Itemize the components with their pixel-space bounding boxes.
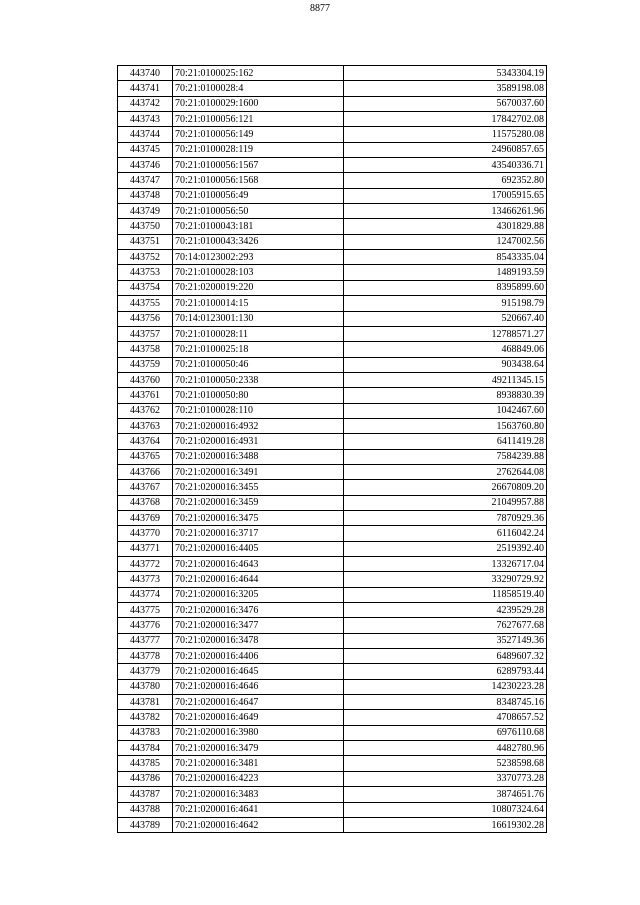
cadastral-number-cell: 70:21:0200016:4645 <box>173 664 344 679</box>
row-number-cell: 443749 <box>118 204 173 219</box>
cadastral-number-cell: 70:21:0200016:3980 <box>173 725 344 740</box>
value-cell: 5670037.60 <box>344 96 547 111</box>
registry-table <box>117 65 547 833</box>
value-cell: 2762644.08 <box>344 464 547 479</box>
table-row <box>118 372 547 387</box>
table-row <box>118 664 547 679</box>
cadastral-number-cell: 70:21:0200016:4647 <box>173 695 344 710</box>
row-number-cell: 443788 <box>118 802 173 817</box>
cadastral-number-cell: 70:21:0100025:18 <box>173 342 344 357</box>
row-number-cell: 443750 <box>118 219 173 234</box>
value-cell: 4301829.88 <box>344 219 547 234</box>
table-row <box>118 633 547 648</box>
table-row <box>118 112 547 127</box>
row-number-cell: 443747 <box>118 173 173 188</box>
value-cell: 692352.80 <box>344 173 547 188</box>
value-cell: 6116042.24 <box>344 526 547 541</box>
row-number-cell: 443756 <box>118 311 173 326</box>
value-cell: 6976110.68 <box>344 725 547 740</box>
cadastral-number-cell: 70:21:0200016:3459 <box>173 495 344 510</box>
row-number-cell: 443779 <box>118 664 173 679</box>
value-cell: 8395899.60 <box>344 280 547 295</box>
value-cell: 7870929.36 <box>344 510 547 525</box>
row-number-cell: 443743 <box>118 112 173 127</box>
table-row <box>118 142 547 157</box>
row-number-cell: 443746 <box>118 158 173 173</box>
value-cell: 4482780.96 <box>344 741 547 756</box>
value-cell: 6489607.32 <box>344 649 547 664</box>
cadastral-number-cell: 70:21:0100056:49 <box>173 188 344 203</box>
cadastral-number-cell: 70:21:0100043:181 <box>173 219 344 234</box>
value-cell: 33290729.92 <box>344 572 547 587</box>
table-row <box>118 449 547 464</box>
row-number-cell: 443773 <box>118 572 173 587</box>
cadastral-number-cell: 70:21:0200016:4644 <box>173 572 344 587</box>
cadastral-number-cell: 70:21:0100028:110 <box>173 403 344 418</box>
table-row <box>118 204 547 219</box>
cadastral-number-cell: 70:21:0100050:80 <box>173 388 344 403</box>
value-cell: 5238598.68 <box>344 756 547 771</box>
table-row <box>118 357 547 372</box>
cadastral-number-cell: 70:21:0200016:3477 <box>173 618 344 633</box>
table-row <box>118 725 547 740</box>
table-row <box>118 96 547 111</box>
value-cell: 16619302.28 <box>344 817 547 832</box>
row-number-cell: 443766 <box>118 464 173 479</box>
value-cell: 7627677.68 <box>344 618 547 633</box>
value-cell: 2519392.40 <box>344 541 547 556</box>
row-number-cell: 443780 <box>118 679 173 694</box>
table-row <box>118 418 547 433</box>
row-number-cell: 443765 <box>118 449 173 464</box>
value-cell: 24960857.65 <box>344 142 547 157</box>
value-cell: 13326717.04 <box>344 557 547 572</box>
row-number-cell: 443772 <box>118 557 173 572</box>
row-number-cell: 443782 <box>118 710 173 725</box>
row-number-cell: 443777 <box>118 633 173 648</box>
table-row <box>118 219 547 234</box>
row-number-cell: 443752 <box>118 250 173 265</box>
cadastral-number-cell: 70:21:0200016:4931 <box>173 434 344 449</box>
table-row <box>118 342 547 357</box>
value-cell: 4708657.52 <box>344 710 547 725</box>
value-cell: 17005915.65 <box>344 188 547 203</box>
table-row <box>118 649 547 664</box>
table-row <box>118 741 547 756</box>
table-row <box>118 173 547 188</box>
table-row <box>118 250 547 265</box>
cadastral-number-cell: 70:21:0200016:3481 <box>173 756 344 771</box>
row-number-cell: 443786 <box>118 771 173 786</box>
cadastral-number-cell: 70:21:0200019:220 <box>173 280 344 295</box>
cadastral-number-cell: 70:21:0200016:3717 <box>173 526 344 541</box>
table-row <box>118 280 547 295</box>
value-cell: 3370773.28 <box>344 771 547 786</box>
registry-table-body <box>118 66 547 833</box>
value-cell: 1247002.56 <box>344 234 547 249</box>
cadastral-number-cell: 70:21:0200016:4932 <box>173 418 344 433</box>
value-cell: 7584239.88 <box>344 449 547 464</box>
row-number-cell: 443776 <box>118 618 173 633</box>
table-row <box>118 311 547 326</box>
cadastral-number-cell: 70:21:0200016:3476 <box>173 603 344 618</box>
value-cell: 468849.06 <box>344 342 547 357</box>
row-number-cell: 443761 <box>118 388 173 403</box>
table-row <box>118 434 547 449</box>
table-row <box>118 464 547 479</box>
cadastral-number-cell: 70:21:0200016:4642 <box>173 817 344 832</box>
row-number-cell: 443778 <box>118 649 173 664</box>
cadastral-number-cell: 70:21:0200016:3478 <box>173 633 344 648</box>
cadastral-number-cell: 70:21:0200016:4649 <box>173 710 344 725</box>
value-cell: 1489193.59 <box>344 265 547 280</box>
table-row <box>118 787 547 802</box>
value-cell: 4239529.28 <box>344 603 547 618</box>
cadastral-number-cell: 70:21:0100056:149 <box>173 127 344 142</box>
value-cell: 21049957.88 <box>344 495 547 510</box>
value-cell: 14230223.28 <box>344 679 547 694</box>
row-number-cell: 443771 <box>118 541 173 556</box>
table-row <box>118 66 547 81</box>
cadastral-number-cell: 70:21:0200016:4223 <box>173 771 344 786</box>
row-number-cell: 443775 <box>118 603 173 618</box>
table-row <box>118 81 547 96</box>
cadastral-number-cell: 70:21:0200016:3483 <box>173 787 344 802</box>
table-row <box>118 403 547 418</box>
value-cell: 12788571.27 <box>344 326 547 341</box>
value-cell: 3874651.76 <box>344 787 547 802</box>
cadastral-number-cell: 70:21:0200016:4405 <box>173 541 344 556</box>
value-cell: 43540336.71 <box>344 158 547 173</box>
row-number-cell: 443741 <box>118 81 173 96</box>
cadastral-number-cell: 70:21:0100056:121 <box>173 112 344 127</box>
value-cell: 1042467.60 <box>344 403 547 418</box>
cadastral-number-cell: 70:21:0200016:3488 <box>173 449 344 464</box>
value-cell: 8348745.16 <box>344 695 547 710</box>
value-cell: 17842702.08 <box>344 112 547 127</box>
cadastral-number-cell: 70:21:0100056:1567 <box>173 158 344 173</box>
cadastral-number-cell: 70:21:0200016:4643 <box>173 557 344 572</box>
cadastral-number-cell: 70:21:0200016:4646 <box>173 679 344 694</box>
value-cell: 903438.64 <box>344 357 547 372</box>
row-number-cell: 443769 <box>118 510 173 525</box>
value-cell: 26670809.20 <box>344 480 547 495</box>
row-number-cell: 443745 <box>118 142 173 157</box>
cadastral-number-cell: 70:21:0200016:3475 <box>173 510 344 525</box>
cadastral-number-cell: 70:21:0100025:162 <box>173 66 344 81</box>
table-row <box>118 557 547 572</box>
table-row <box>118 296 547 311</box>
row-number-cell: 443768 <box>118 495 173 510</box>
value-cell: 10807324.64 <box>344 802 547 817</box>
cadastral-number-cell: 70:21:0100056:50 <box>173 204 344 219</box>
value-cell: 5343304.19 <box>344 66 547 81</box>
cadastral-number-cell: 70:14:0123001:130 <box>173 311 344 326</box>
table-row <box>118 618 547 633</box>
row-number-cell: 443770 <box>118 526 173 541</box>
row-number-cell: 443785 <box>118 756 173 771</box>
table-row <box>118 679 547 694</box>
table-row <box>118 510 547 525</box>
cadastral-number-cell: 70:21:0100028:11 <box>173 326 344 341</box>
row-number-cell: 443767 <box>118 480 173 495</box>
row-number-cell: 443774 <box>118 587 173 602</box>
cadastral-number-cell: 70:21:0200016:3491 <box>173 464 344 479</box>
value-cell: 915198.79 <box>344 296 547 311</box>
value-cell: 520667.40 <box>344 311 547 326</box>
value-cell: 11575280.08 <box>344 127 547 142</box>
table-row <box>118 188 547 203</box>
row-number-cell: 443760 <box>118 372 173 387</box>
row-number-cell: 443764 <box>118 434 173 449</box>
table-row <box>118 265 547 280</box>
value-cell: 8543335.04 <box>344 250 547 265</box>
value-cell: 1563760.80 <box>344 418 547 433</box>
page-number: 8877 <box>310 3 330 14</box>
table-row <box>118 495 547 510</box>
cadastral-number-cell: 70:21:0100028:119 <box>173 142 344 157</box>
table-row <box>118 127 547 142</box>
value-cell: 6289793.44 <box>344 664 547 679</box>
value-cell: 3527149.36 <box>344 633 547 648</box>
row-number-cell: 443748 <box>118 188 173 203</box>
table-row <box>118 480 547 495</box>
cadastral-number-cell: 70:21:0200016:3479 <box>173 741 344 756</box>
row-number-cell: 443763 <box>118 418 173 433</box>
table-row <box>118 695 547 710</box>
row-number-cell: 443754 <box>118 280 173 295</box>
table-row <box>118 572 547 587</box>
row-number-cell: 443783 <box>118 725 173 740</box>
cadastral-number-cell: 70:21:0200016:3455 <box>173 480 344 495</box>
cadastral-number-cell: 70:21:0200016:4406 <box>173 649 344 664</box>
row-number-cell: 443758 <box>118 342 173 357</box>
table-row <box>118 802 547 817</box>
table-row <box>118 756 547 771</box>
cadastral-number-cell: 70:21:0100014:15 <box>173 296 344 311</box>
row-number-cell: 443781 <box>118 695 173 710</box>
row-number-cell: 443789 <box>118 817 173 832</box>
row-number-cell: 443751 <box>118 234 173 249</box>
value-cell: 3589198.08 <box>344 81 547 96</box>
table-row <box>118 541 547 556</box>
cadastral-number-cell: 70:21:0100050:46 <box>173 357 344 372</box>
table-row <box>118 158 547 173</box>
table-row <box>118 388 547 403</box>
row-number-cell: 443742 <box>118 96 173 111</box>
table-row <box>118 526 547 541</box>
table-row <box>118 817 547 832</box>
table-row <box>118 771 547 786</box>
cadastral-number-cell: 70:21:0100029:1600 <box>173 96 344 111</box>
cadastral-number-cell: 70:21:0100056:1568 <box>173 173 344 188</box>
table-row <box>118 326 547 341</box>
row-number-cell: 443759 <box>118 357 173 372</box>
cadastral-number-cell: 70:21:0200016:4641 <box>173 802 344 817</box>
row-number-cell: 443784 <box>118 741 173 756</box>
row-number-cell: 443753 <box>118 265 173 280</box>
cadastral-number-cell: 70:21:0100028:4 <box>173 81 344 96</box>
cadastral-number-cell: 70:21:0100043:3426 <box>173 234 344 249</box>
table-row <box>118 234 547 249</box>
table-row <box>118 603 547 618</box>
row-number-cell: 443757 <box>118 326 173 341</box>
row-number-cell: 443755 <box>118 296 173 311</box>
table-row <box>118 587 547 602</box>
cadastral-number-cell: 70:21:0200016:3205 <box>173 587 344 602</box>
value-cell: 13466261.96 <box>344 204 547 219</box>
value-cell: 11858519.40 <box>344 587 547 602</box>
cadastral-number-cell: 70:21:0100050:2338 <box>173 372 344 387</box>
row-number-cell: 443787 <box>118 787 173 802</box>
value-cell: 6411419.28 <box>344 434 547 449</box>
row-number-cell: 443740 <box>118 66 173 81</box>
table-row <box>118 710 547 725</box>
row-number-cell: 443744 <box>118 127 173 142</box>
row-number-cell: 443762 <box>118 403 173 418</box>
cadastral-number-cell: 70:21:0100028:103 <box>173 265 344 280</box>
value-cell: 49211345.15 <box>344 372 547 387</box>
value-cell: 8938830.39 <box>344 388 547 403</box>
cadastral-number-cell: 70:14:0123002:293 <box>173 250 344 265</box>
